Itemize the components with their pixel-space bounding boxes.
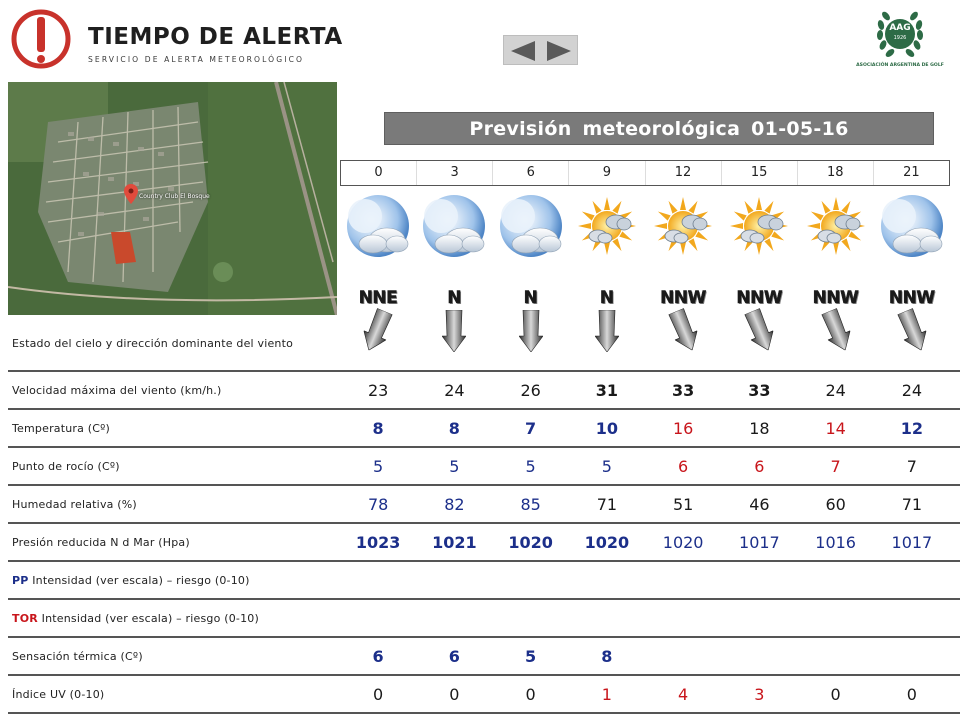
location-map[interactable]: [8, 82, 337, 315]
uv-value: 0: [906, 685, 917, 704]
dew-point-value: 5: [525, 457, 536, 476]
dew-point-value: 5: [449, 457, 460, 476]
wind-direction-label: NNE: [358, 288, 398, 308]
wind-speed-value: 31: [595, 381, 618, 400]
pressure-value: 1016: [815, 533, 856, 552]
pressure-label: Presión reducida N d Mar (Hpa): [12, 536, 190, 549]
dew-point-value: 7: [830, 457, 841, 476]
wind-speed-value: 33: [748, 381, 771, 400]
tor-label: [12, 612, 259, 625]
wind-direction-label: NNW: [736, 288, 783, 308]
dew-point-label: Punto de rocío (Cº): [12, 460, 120, 473]
pressure-value: 1017: [891, 533, 933, 552]
feels-like-value: [645, 638, 721, 674]
sun-cloud-icon: [803, 194, 869, 262]
temperature-value: 10: [595, 419, 618, 438]
aag-badge-icon: [850, 6, 950, 62]
uv-label: Índice UV (0-10): [12, 688, 105, 701]
map-place-label: Country Club El Bosque: [139, 193, 210, 200]
pp-label-text: Intensidad (ver escala) – riesgo (0-10): [32, 574, 250, 587]
feels-like-label: Sensación térmica (Cº): [12, 650, 143, 663]
wind-speed-value: 23: [367, 381, 389, 400]
sky-row-label: Estado del cielo y dirección dominante del viento: [12, 337, 294, 350]
brand-logo[interactable]: [10, 8, 343, 72]
dew-point-value: 5: [601, 457, 612, 476]
feels-like-value: [721, 638, 797, 674]
humidity-value: 85: [520, 495, 541, 514]
hour-cell: 21: [873, 161, 949, 185]
forecast-title-bar: [384, 112, 934, 145]
dew-point-value: 6: [754, 457, 765, 476]
feels-like-value: 6: [372, 647, 384, 666]
temperature-value: 7: [525, 419, 537, 438]
wind-direction-label: NNW: [812, 288, 859, 308]
feels-like-value: [798, 638, 874, 674]
humidity-value: 82: [444, 495, 465, 514]
night-cloud-icon: [421, 194, 487, 262]
aag-initials: AAG: [889, 23, 911, 33]
hour-cell: 0: [374, 165, 383, 180]
partner-name: ASOCIACIÓN ARGENTINA DE GOLF: [856, 63, 944, 68]
humidity-value: 60: [825, 495, 846, 514]
temperature-row: [8, 410, 960, 448]
arrow-right-icon: [543, 39, 575, 63]
wind-speed-label: Velocidad máxima del viento (km/h.): [12, 384, 222, 397]
brand-title: TIEMPO DE ALERTA: [88, 24, 343, 50]
alert-logo-icon: [10, 8, 76, 72]
dew-point-value: 7: [906, 457, 917, 476]
pressure-row: [8, 524, 960, 562]
uv-value: 0: [830, 685, 841, 704]
humidity-label: Humedad relativa (%): [12, 498, 137, 511]
partner-logo[interactable]: [850, 6, 950, 72]
temperature-value: 18: [749, 419, 770, 438]
uv-value: 4: [678, 685, 689, 704]
forecast-date: 01-05-16: [751, 118, 849, 140]
wind-speed-value: 33: [671, 381, 695, 400]
uv-value: 0: [449, 685, 460, 704]
pressure-value: 1017: [739, 533, 780, 552]
temperature-value: 8: [372, 419, 384, 438]
pp-keyword: PP: [12, 574, 29, 587]
sky-row: [8, 320, 960, 372]
temperature-value: 12: [900, 419, 923, 438]
brand-subtitle: SERVICIO DE ALERTA METEOROLÓGICO: [88, 55, 305, 64]
hour-cell: 12: [645, 161, 721, 185]
map-pin-icon[interactable]: [124, 184, 138, 204]
hour-cell: 6: [492, 161, 568, 185]
date-navigation: [503, 35, 578, 65]
dew-point-value: 5: [373, 457, 384, 476]
hour-cell: 9: [568, 161, 644, 185]
night-cloud-icon: [879, 194, 945, 262]
wind-direction-label: N: [447, 288, 462, 308]
wind-speed-value: 24: [444, 381, 465, 400]
next-day-button[interactable]: [543, 39, 575, 63]
feels-like-value: 6: [448, 647, 460, 666]
feels-like-value: [874, 638, 950, 674]
wind-direction-label: NNW: [660, 288, 706, 308]
pressure-value: 1020: [662, 533, 704, 552]
dew-point-row: [8, 448, 960, 486]
hour-cell: 18: [797, 161, 873, 185]
feels-like-row: [8, 638, 960, 676]
uv-value: 3: [754, 685, 765, 704]
hours-header: [340, 160, 950, 186]
wind-speed-row: [8, 372, 960, 410]
previous-day-button[interactable]: [507, 39, 539, 63]
arrow-left-icon: [507, 39, 539, 63]
humidity-value: 78: [367, 495, 389, 514]
hour-cell: 15: [721, 161, 797, 185]
wind-speed-value: 26: [520, 381, 541, 400]
uv-row: [8, 676, 960, 714]
pressure-value: 1023: [355, 533, 401, 552]
sky-icons-row: [340, 192, 950, 264]
hour-cell: 3: [416, 161, 492, 185]
humidity-value: 51: [672, 495, 694, 514]
feels-like-value: 8: [601, 647, 613, 666]
wind-direction-label: N: [523, 288, 538, 308]
wind-speed-value: 24: [825, 381, 846, 400]
humidity-value: 71: [901, 495, 923, 514]
pressure-value: 1020: [584, 533, 630, 552]
tor-label-text: Intensidad (ver escala) – riesgo (0-10): [41, 612, 259, 625]
sun-cloud-icon: [574, 194, 640, 262]
dew-point-value: 6: [678, 457, 689, 476]
pressure-value: 1021: [432, 533, 477, 552]
humidity-value: 46: [749, 495, 770, 514]
tor-keyword: TOR: [12, 612, 38, 625]
sun-cloud-icon: [650, 194, 716, 262]
wind-speed-value: 24: [901, 381, 923, 400]
humidity-value: 71: [596, 495, 618, 514]
night-cloud-icon: [498, 194, 564, 262]
temperature-label: Temperatura (Cº): [12, 422, 111, 435]
humidity-row: [8, 486, 960, 524]
temperature-value: 16: [672, 419, 694, 438]
temperature-value: 8: [448, 419, 460, 438]
wind-direction-label: NNW: [888, 288, 935, 308]
uv-value: 1: [601, 685, 612, 704]
temperature-value: 14: [825, 419, 846, 438]
pp-label: [12, 574, 250, 587]
night-cloud-icon: [345, 194, 411, 262]
feels-like-value: 5: [525, 647, 537, 666]
uv-value: 0: [373, 685, 384, 704]
pp-row: [8, 562, 960, 600]
tor-row: [8, 600, 960, 638]
aag-year: 1926: [893, 35, 907, 41]
sun-cloud-icon: [726, 194, 792, 262]
wind-direction-label: N: [599, 288, 614, 308]
pressure-value: 1020: [508, 533, 553, 552]
forecast-title: Previsión meteorológica: [469, 118, 741, 140]
uv-value: 0: [525, 685, 536, 704]
